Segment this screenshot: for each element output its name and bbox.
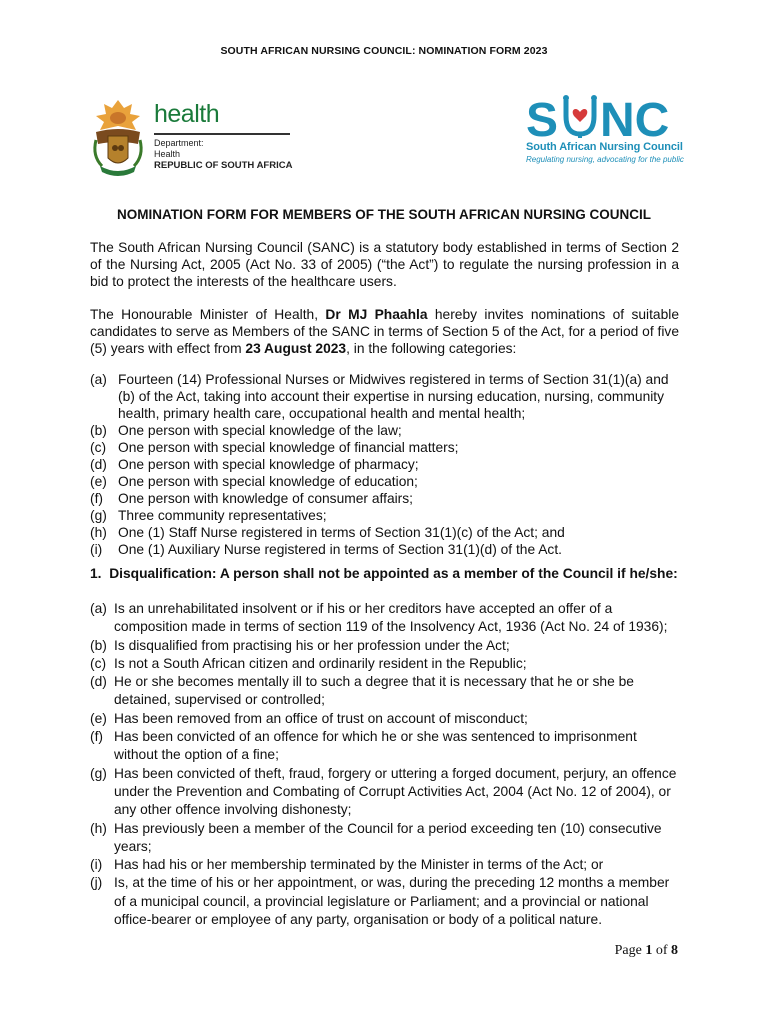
health-department-logo bbox=[88, 96, 298, 180]
section-heading bbox=[90, 566, 678, 581]
running-header: SOUTH AFRICAN NURSING COUNCIL: NOMINATION FORM 2023 bbox=[220, 45, 548, 57]
list-item-label: (c) bbox=[90, 440, 107, 455]
effective-date: 23 August 2023 bbox=[245, 341, 347, 356]
list-item-text: Has previously been a member of the Council for a period exceeding ten (10) consecutive years; bbox=[114, 820, 662, 854]
list-item-text: Is disqualified from practising his or her profession under the Act; bbox=[114, 637, 510, 653]
list-item bbox=[90, 710, 680, 728]
list-item-label: (e) bbox=[90, 710, 107, 726]
form-title: NOMINATION FORM FOR MEMBERS OF THE SOUTH AFRICAN NURSING COUNCIL bbox=[117, 207, 651, 222]
list-item bbox=[90, 371, 680, 422]
page-number bbox=[615, 943, 678, 959]
list-item bbox=[90, 765, 680, 820]
list-item bbox=[90, 490, 680, 507]
logo-divider bbox=[154, 133, 290, 135]
list-item-text: One person with special knowledge of education; bbox=[118, 474, 418, 489]
list-item bbox=[90, 728, 680, 765]
list-item-label: (g) bbox=[90, 508, 107, 523]
list-item-label: (e) bbox=[90, 474, 107, 489]
list-item-label: (b) bbox=[90, 423, 107, 438]
coat-of-arms-icon bbox=[88, 96, 148, 178]
section-title-text: Disqualification: A person shall not be appointed as a member of the Council if he/she: bbox=[109, 566, 678, 581]
sanc-logo bbox=[524, 90, 684, 170]
health-wordmark: health bbox=[154, 100, 220, 128]
current-page: 1 bbox=[645, 943, 653, 958]
sanc-letters-nc: NC bbox=[600, 94, 670, 142]
list-item bbox=[90, 473, 680, 490]
list-item bbox=[90, 422, 680, 439]
list-item bbox=[90, 507, 680, 524]
list-item-text: Is, at the time of his or her appointment, or was, during the preceding 12 months a member of a municipal council, a provincial legislature or Parliament; and a provincial or national office-bearer or employee of any party, organisation or body of a political nature. bbox=[114, 875, 670, 928]
list-item bbox=[90, 456, 680, 473]
intro-paragraph: The South African Nursing Council (SANC) is a statutory body established in terms of Section 2 of the Nursing Act, 2005 (Act No. 33 of 2005) (“the Act”) to regulate the nursing profession in a bid to protect the interests of the healthcare users. bbox=[90, 240, 679, 289]
list-item bbox=[90, 856, 680, 874]
page-word: Page bbox=[614, 943, 642, 958]
list-item-label: (d) bbox=[90, 457, 107, 472]
list-item-text: Has been convicted of theft, fraud, forgery or uttering a forged document, perjury, an offence under the Prevention and Combating of Corrupt Activities Act, 2004 (Act No. 12 of 2004), or any other offence involving dishonesty; bbox=[114, 765, 677, 818]
list-item-label: (d) bbox=[90, 674, 107, 690]
list-item-label: (c) bbox=[90, 655, 107, 671]
total-pages: 8 bbox=[671, 943, 678, 958]
list-item-label: (j) bbox=[90, 875, 103, 891]
disqualifications-list bbox=[90, 600, 680, 929]
list-item-text: One (1) Auxiliary Nurse registered in terms of Section 31(1)(d) of the Act. bbox=[118, 542, 562, 557]
list-item bbox=[90, 874, 680, 929]
stethoscope-icon bbox=[563, 95, 597, 138]
list-item bbox=[90, 541, 680, 558]
list-item-label: (f) bbox=[90, 729, 104, 745]
invitation-paragraph bbox=[90, 306, 679, 357]
list-item-text: Is not a South African citizen and ordinarily resident in the Republic; bbox=[114, 655, 527, 671]
list-item-label: (h) bbox=[90, 525, 107, 540]
list-item-label: (f) bbox=[90, 491, 104, 506]
sanc-wordmark bbox=[526, 90, 676, 142]
list-item-label: (h) bbox=[90, 820, 107, 836]
list-item bbox=[90, 439, 680, 456]
list-item bbox=[90, 637, 680, 655]
department-name: Health bbox=[154, 149, 181, 159]
list-item bbox=[90, 600, 680, 637]
list-item-text: One person with special knowledge of the law; bbox=[118, 423, 402, 438]
list-item-label: (g) bbox=[90, 765, 107, 781]
of-word: of bbox=[655, 943, 668, 958]
list-item-text: He or she becomes mentally ill to such a degree that it is necessary that he or she be detained, supervised or controlled; bbox=[114, 674, 634, 708]
list-item-text: One person with knowledge of consumer affairs; bbox=[118, 491, 414, 506]
list-item bbox=[90, 820, 680, 857]
list-item-text: Has had his or her membership terminated by the Minister in terms of the Act; or bbox=[114, 857, 604, 873]
list-item-text: Has been convicted of an offence for which he or she was sentenced to imprisonment without the option of a fine; bbox=[114, 729, 637, 763]
categories-list bbox=[90, 371, 680, 558]
sanc-full-name: South African Nursing Council bbox=[526, 141, 683, 153]
list-item-text: Has been removed from an office of trust on account of misconduct; bbox=[114, 710, 528, 726]
invitation-text-3: , in the following categories: bbox=[346, 341, 517, 356]
list-item-text: Three community representatives; bbox=[118, 508, 327, 523]
invitation-text-2: hereby invites nominations of suitable candidates to serve as Members of the SANC in terms of Section 5 of the Act, for a period of five (5) years with effect from bbox=[90, 307, 680, 356]
minister-name: Dr MJ Phaahla bbox=[325, 307, 428, 322]
sanc-letter-s: S bbox=[526, 94, 559, 142]
list-item bbox=[90, 673, 680, 710]
list-item-label: (i) bbox=[90, 857, 103, 873]
list-item bbox=[90, 655, 680, 673]
invitation-text-1: The Honourable Minister of Health, bbox=[90, 307, 326, 322]
section-number: 1. bbox=[90, 566, 102, 581]
republic-label: REPUBLIC OF SOUTH AFRICA bbox=[154, 160, 293, 171]
list-item bbox=[90, 524, 680, 541]
department-label: Department: bbox=[154, 138, 204, 148]
list-item-text: Is an unrehabilitated insolvent or if his or her creditors have accepted an offer of a composition made in terms of section 119 of the Insolvency Act, 1936 (Act No. 24 of 1936); bbox=[114, 601, 668, 635]
sanc-tagline: Regulating nursing, advocating for the public bbox=[526, 155, 684, 164]
list-item-text: One (1) Staff Nurse registered in terms of Section 31(1)(c) of the Act; and bbox=[118, 525, 565, 540]
list-item-text: Fourteen (14) Professional Nurses or Midwives registered in terms of Section 31(1)(a) and (b) of the Act, taking into account their expertise in nursing education, nursing, community health, primary health care, occupational health and mental health; bbox=[118, 372, 669, 421]
list-item-label: (a) bbox=[90, 372, 107, 387]
list-item-label: (a) bbox=[90, 601, 107, 616]
list-item-label: (b) bbox=[90, 637, 107, 653]
list-item-text: One person with special knowledge of financial matters; bbox=[118, 440, 459, 455]
list-item-text: One person with special knowledge of pharmacy; bbox=[118, 457, 419, 472]
list-item-label: (i) bbox=[90, 542, 103, 557]
